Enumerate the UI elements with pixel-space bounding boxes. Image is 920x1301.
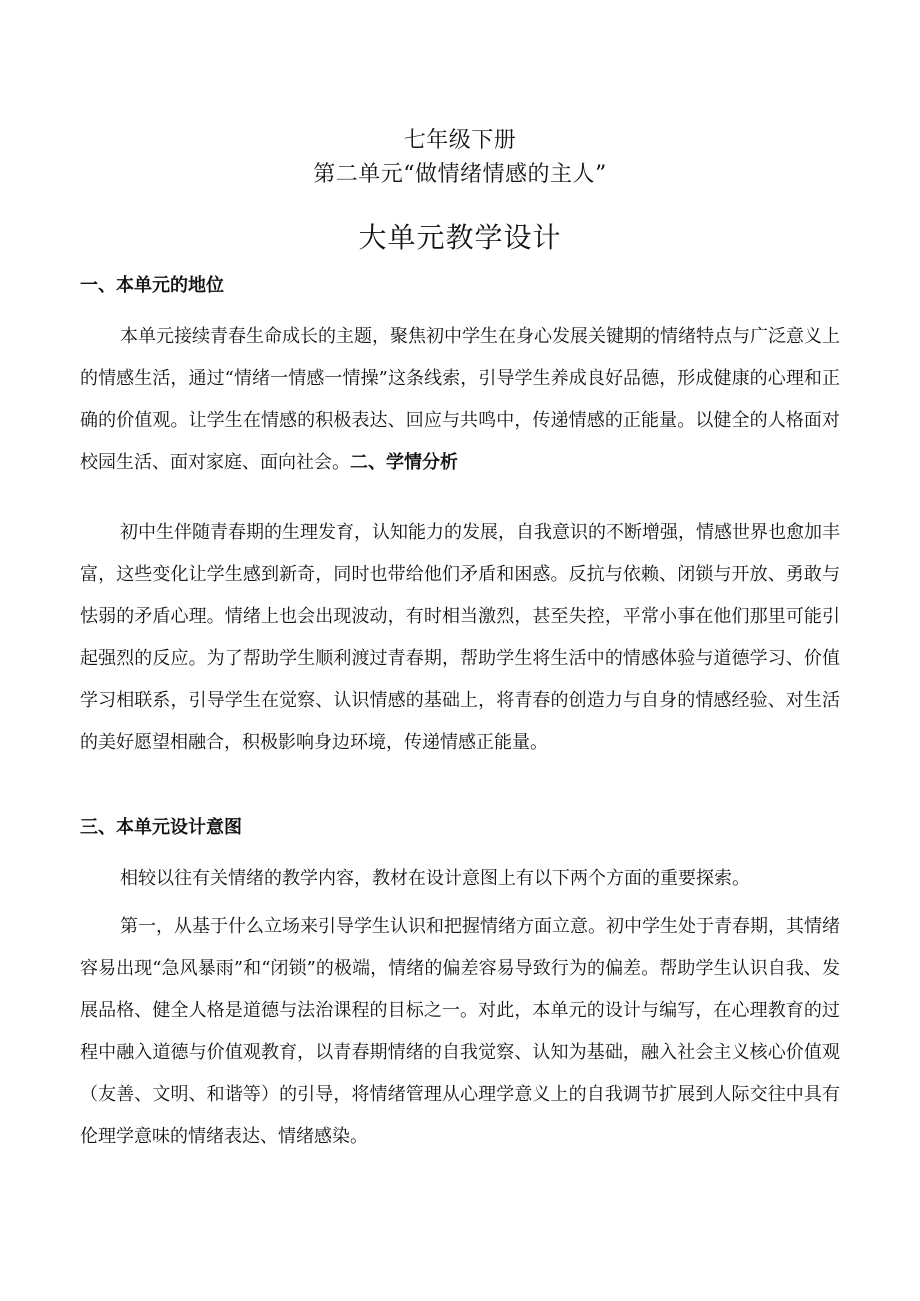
section-2-heading: 二、学情分析 xyxy=(350,452,458,473)
title-unit: 第二单元“做情绪情感的主人” xyxy=(313,162,607,187)
section-3-paragraph-1: 相较以往有关情绪的教学内容，教材在设计意图上有以下两个方面的重要探索。 xyxy=(120,868,750,889)
section-3-heading: 三、本单元设计意图 xyxy=(80,817,242,838)
section-3-paragraph-2: 第一，从基于什么立场来引导学生认识和把握情绪方面立意。初中学生处于青春期，其情绪容易出现“急风暴雨”和“闭锁”的极端，情绪的偏差容易导致行为的偏差。帮助学生认识自我、发展品格、健全人格是道德与法治课程的目标之一。对此，本单元的设计与编写，在心理教育的过程中融入道德与价值观教育，以青春期情绪的自我觉察、认知为基础，融入社会主义核心价值观（友善、文明、和谐等）的引导，将情绪管理从心理学意义上的自我调节扩展到人际交往中具有伦理学意味的情绪表达、情绪感染。 xyxy=(80,916,840,1147)
section-2-paragraph: 初中生伴随青春期的生理发育，认知能力的发展，自我意识的不断增强，情感世界也愈加丰富，这些变化让学生感到新奇，同时也带给他们矛盾和困惑。反抗与依赖、闭锁与开放、勇敢与怯弱的矛盾心理。情绪上也会出现波动，有时相当激烈，甚至失控，平常小事在他们那里可能引起强烈的反应。为了帮助学生顺利渡过青春期，帮助学生将生活中的情感体验与道德学习、价值学习相联系，引导学生在觉察、认识情感的基础上，将青春的创造力与自身的情感经验、对生活的美好愿望相融合，积极影响身边环境，传递情感正能量。 xyxy=(80,522,840,753)
section-1-text: 本单元接续青春生命成长的主题，聚焦初中学生在身心发展关键期的情绪特点与广泛意义上的情感生活，通过“情绪一情感一情操”这条线索，引导学生养成良好品德，形成健康的心理和正确的价值观。让学生在情感的积极表达、回应与共鸣中，传递情感的正能量。以健全的人格面对校园生活、面对家庭、面向社会。 xyxy=(80,326,840,473)
title-grade: 七年级下册 xyxy=(403,128,517,153)
section-1-heading: 一、本单元的地位 xyxy=(80,275,224,296)
page-title: 大单元教学设计 xyxy=(358,221,562,254)
section-1-paragraph xyxy=(80,316,840,484)
